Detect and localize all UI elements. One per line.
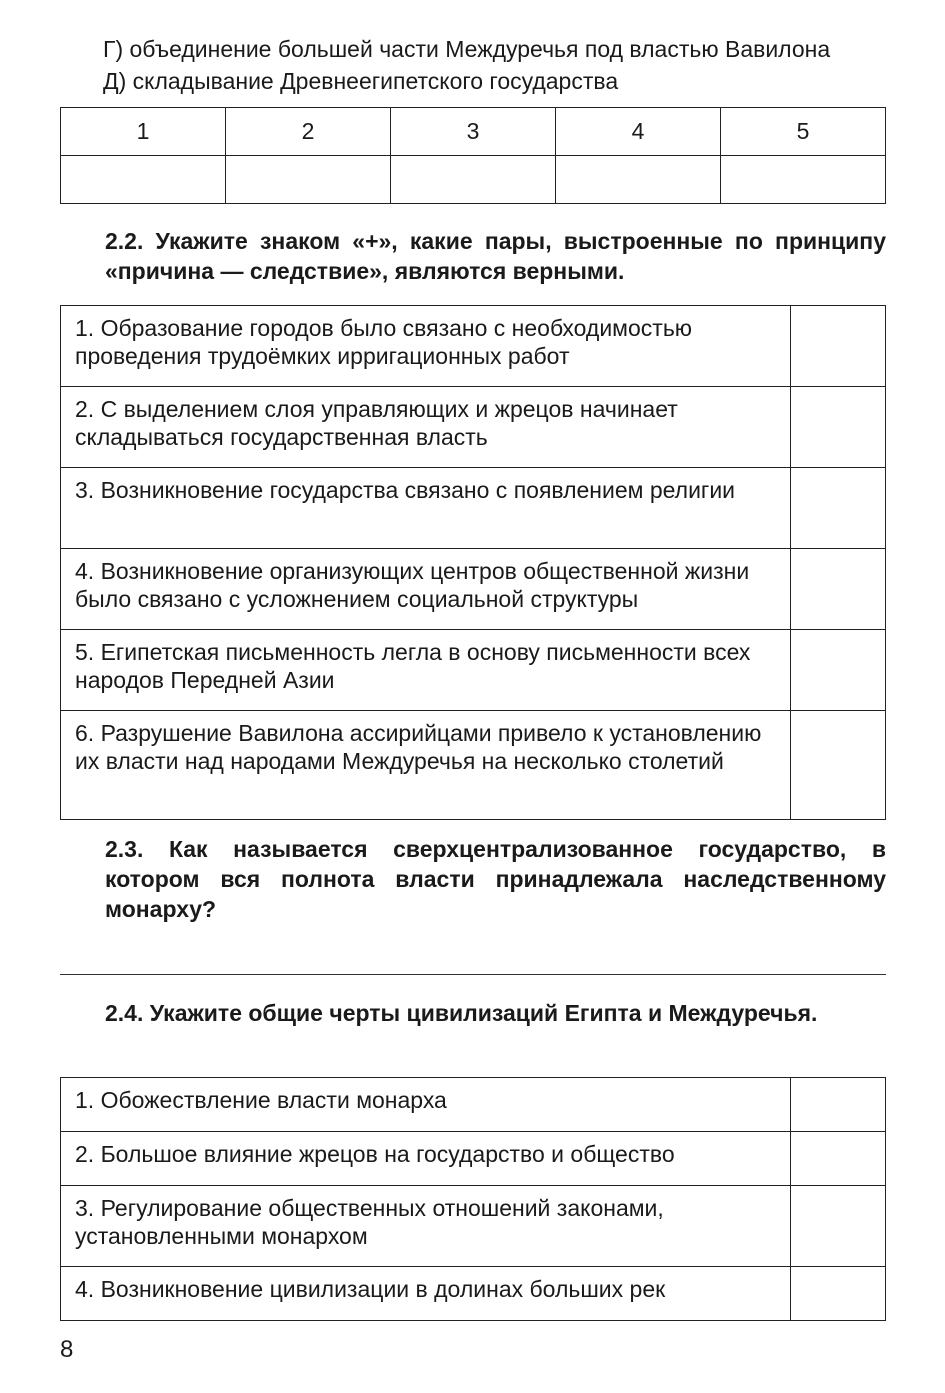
table-row xyxy=(61,549,886,630)
task-2-2-table xyxy=(60,305,886,820)
statement-text: 2. Большое влияние жрецов на государство и общество xyxy=(61,1132,791,1186)
answer-table xyxy=(60,107,886,204)
task-2-4-heading-text: 2.4. Укажите общие черты цивилизаций Египта и Междуречья. xyxy=(105,1000,818,1026)
mark-cell[interactable] xyxy=(791,711,886,820)
answer-table-header-row xyxy=(61,108,886,156)
mark-cell[interactable] xyxy=(791,387,886,468)
statement-text: 1. Образование городов было связано с необходимостью проведения трудоёмких ирригационных работ xyxy=(61,306,791,387)
statement-text: 4. Возникновение цивилизации в долинах больших рек xyxy=(61,1267,791,1321)
task-2-4-heading xyxy=(60,998,886,1028)
option-g-text: Г) объединение большей части Междуречья под властью Вавилона xyxy=(103,36,831,62)
answer-header-cell: 4 xyxy=(556,108,721,156)
table-row xyxy=(61,1186,886,1267)
task-2-4-table xyxy=(60,1077,886,1321)
task-2-3-heading-text: 2.3. Как называется сверхцентрализованное государство, в котором вся полнота власти принадлежала наследственному монарху? xyxy=(105,836,886,922)
mark-cell[interactable] xyxy=(791,1186,886,1267)
mark-cell[interactable] xyxy=(791,468,886,549)
mark-cell[interactable] xyxy=(791,549,886,630)
task-2-2-heading xyxy=(60,226,886,286)
mark-cell[interactable] xyxy=(791,630,886,711)
table-row xyxy=(61,1078,886,1132)
answer-table-input-row xyxy=(61,156,886,204)
answer-input-cell[interactable] xyxy=(61,156,226,204)
answer-input-cell[interactable] xyxy=(226,156,391,204)
mark-cell[interactable] xyxy=(791,306,886,387)
page-number: 8 xyxy=(60,1336,74,1363)
answer-input-cell[interactable] xyxy=(556,156,721,204)
table-row xyxy=(61,1267,886,1321)
table-row xyxy=(61,711,886,820)
table-row xyxy=(61,387,886,468)
mark-cell[interactable] xyxy=(791,1267,886,1321)
answer-input-cell[interactable] xyxy=(391,156,556,204)
task-2-2-heading-text: 2.2. Укажите знаком «+», какие пары, выстроенные по принципу «причина — следствие», являются верными. xyxy=(105,228,886,284)
table-row xyxy=(61,1132,886,1186)
statement-text: 5. Египетская письменность легла в основу письменности всех народов Передней Азии xyxy=(61,630,791,711)
statement-text: 4. Возникновение организующих центров общественной жизни было связано с усложнением социальной структуры xyxy=(61,549,791,630)
answer-input-cell[interactable] xyxy=(721,156,886,204)
mark-cell[interactable] xyxy=(791,1132,886,1186)
answer-header-cell: 5 xyxy=(721,108,886,156)
statement-text: 3. Регулирование общественных отношений законами, установленными монархом xyxy=(61,1186,791,1267)
statement-text: 1. Обожествление власти монарха xyxy=(61,1078,791,1132)
table-row xyxy=(61,306,886,387)
answer-line[interactable] xyxy=(60,974,886,975)
table-row xyxy=(61,468,886,549)
answer-header-cell: 2 xyxy=(226,108,391,156)
option-d-text: Д) складывание Древнеегипетского государства xyxy=(103,68,619,94)
statement-text: 2. С выделением слоя управляющих и жрецов начинает складываться государственная власть xyxy=(61,387,791,468)
answer-header-cell: 1 xyxy=(61,108,226,156)
task-2-3-heading xyxy=(60,834,886,924)
table-row xyxy=(61,630,886,711)
statement-text: 6. Разрушение Вавилона ассирийцами привело к установлению их власти над народами Междуречья на несколько столетий xyxy=(61,711,791,820)
mark-cell[interactable] xyxy=(791,1078,886,1132)
statement-text: 3. Возникновение государства связано с появлением религии xyxy=(61,468,791,549)
answer-header-cell: 3 xyxy=(391,108,556,156)
